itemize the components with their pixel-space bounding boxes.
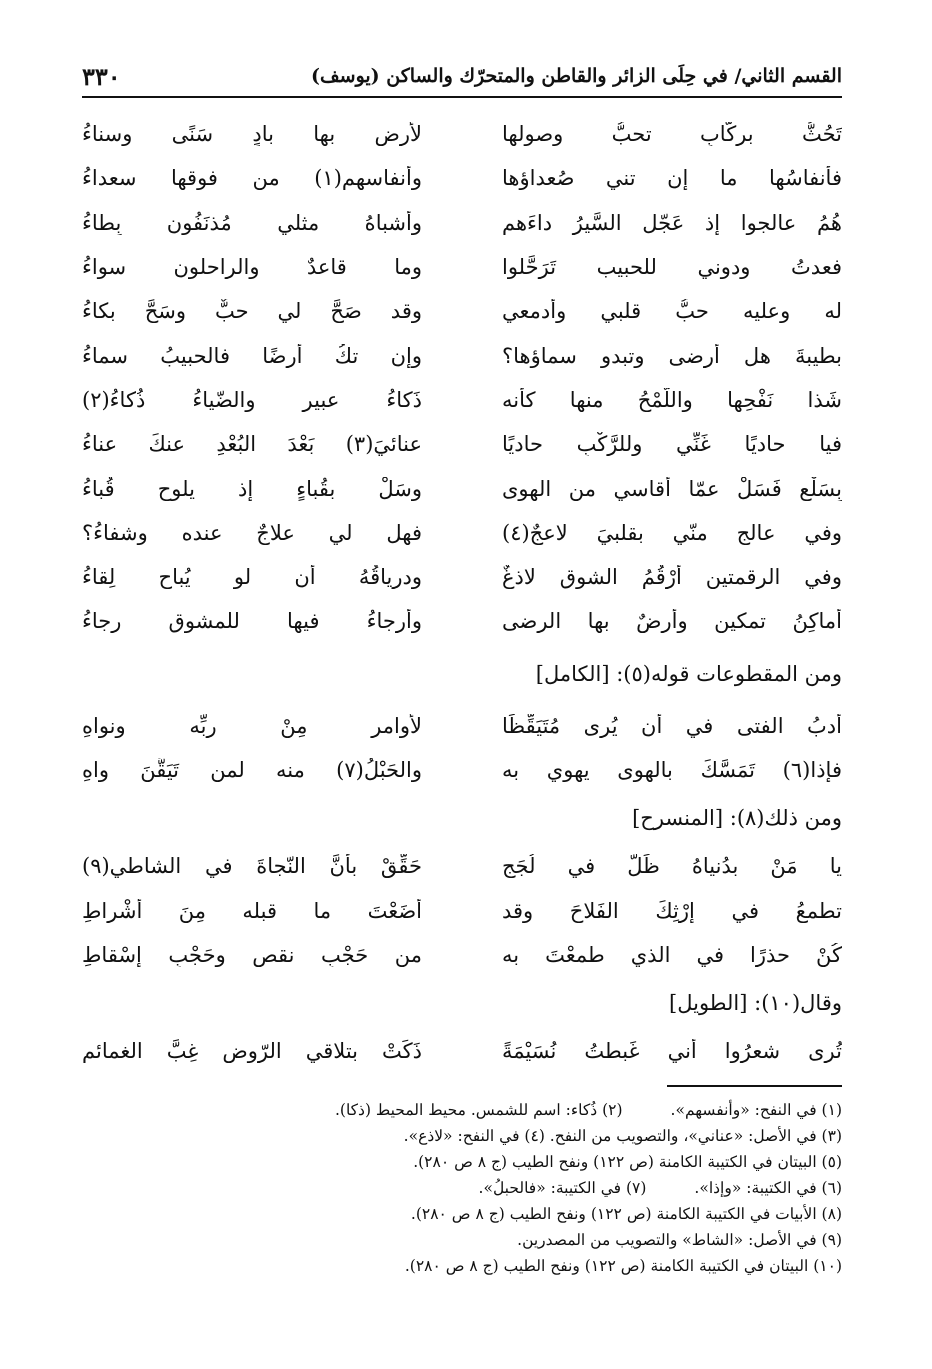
page-header bbox=[82, 56, 842, 98]
intro-tawil: وقال(١٠): [الطويل] bbox=[669, 991, 842, 1016]
text-body bbox=[82, 112, 842, 1073]
second-hemistich: ذَكاءُ عبيرٍ والضّياءُ ذُكاءُ(٢) bbox=[82, 387, 422, 412]
first-hemistich: يا مَنْ بدُنياهُ ظَلَّ في لُجَجِ bbox=[502, 854, 842, 879]
verse-line bbox=[82, 555, 842, 599]
second-hemistich: ذَكَتْ بتلاقي الرّوض غِبَّ الغمائمِ bbox=[82, 1039, 422, 1064]
intro-munsarih: ومن ذلك(٨): [المنسرح] bbox=[632, 806, 842, 831]
footnote-text: (١) في النفح: «وأنفسهم». bbox=[670, 1101, 842, 1119]
footnote-text: (٦) في الكتيبة: «وإذا». bbox=[694, 1179, 842, 1197]
footnote-line bbox=[82, 1097, 842, 1123]
first-hemistich: فيا حاديًا غَنِّي وللرَّكْبِ حاديًا bbox=[502, 432, 842, 457]
footnote-list bbox=[82, 1097, 842, 1279]
first-hemistich: أدبُ الفتى في أن يُرى مُتَيَقِّظًا bbox=[502, 713, 842, 738]
first-hemistich: تطمعُ في إِرْثِكَ الفَلاحَ وقد bbox=[502, 898, 842, 923]
footnote-line bbox=[82, 1149, 842, 1175]
footnote-text: (٢) ذُكاء: اسم للشمس. محيط المحيط (ذكا). bbox=[334, 1101, 623, 1119]
second-hemistich: وإن تكُ أرضًا فالحبيبُ سماءُ bbox=[82, 343, 422, 368]
footnote-line bbox=[82, 1201, 842, 1227]
intro-kamil: ومن المقطوعات قوله(٥): [الكامل] bbox=[535, 661, 842, 686]
first-hemistich: له وعليه حبُّ قلبي وأدمعي bbox=[502, 299, 842, 324]
verse-line bbox=[82, 112, 842, 156]
second-hemistich: لأرضٍ بها بادٍ سَنًى وسناءُ bbox=[82, 122, 422, 147]
verse-line bbox=[82, 933, 842, 977]
footnote-text: (٣) في الأصل: «عناني»، والتصويب من النفح. (٤) في النفح: «لاذع». bbox=[403, 1127, 842, 1145]
footnote-line bbox=[82, 1175, 842, 1201]
running-title: القسم الثاني/ في حِلَى الزائر والقاطن والمتحرّك والساكن (يوسف) bbox=[311, 65, 842, 87]
first-hemistich: كُنْ حذرًا في الذي طمعْتَ به bbox=[502, 942, 842, 967]
verse-line bbox=[82, 888, 842, 932]
first-hemistich: بطيبةَ هل أرضى وتبدو سماؤها؟ bbox=[502, 343, 842, 368]
first-hemistich: وفي الرقمتين أرْقُمُ الشوق لاذغٌ bbox=[502, 565, 842, 590]
second-hemistich: والحَبْلُ(٧) منه لمن تَيَقَّنَ واهِ bbox=[82, 758, 422, 782]
footnote-line bbox=[82, 1227, 842, 1253]
first-hemistich: فأنفاسُها ما إن تني صُعداؤها bbox=[502, 166, 842, 191]
first-hemistich: تُرى شعرُوا أني غَبطتُ نُسَيْمَةً bbox=[502, 1039, 842, 1064]
first-hemistich: هُمُ عالجوا إذ عَجّل السَّيرُ داءَهم bbox=[502, 210, 842, 235]
second-hemistich: ودرياقُهُ أن لو يُباح لِقاءُ bbox=[82, 565, 422, 590]
footnote-text: (٨) الأبيات في الكتيبة الكامنة (ص ١٢٢) ونفح الطيب (ج ٨ ص ٢٨٠). bbox=[410, 1205, 842, 1223]
footnote-text: (٥) البيتان في الكتيبة الكامنة (ص ١٢٢) ونفح الطيب (ج ٨ ص ٢٨٠). bbox=[413, 1153, 842, 1171]
second-hemistich: وأرجاءُ فيها للمشوقِ رجاءُ bbox=[82, 609, 422, 634]
footnotes bbox=[82, 1085, 842, 1279]
second-hemistich: وأنفاسهم(١) من فوقها سعداءُ bbox=[82, 166, 422, 191]
second-hemistich: فهل لي علاجٌ عنده وشفاءُ؟ bbox=[82, 520, 422, 545]
verse-line bbox=[82, 748, 842, 792]
footnote-line bbox=[82, 1123, 842, 1149]
first-hemistich: أماكِنُ تمكينٍ وأرضٌ بها الرضى bbox=[502, 609, 842, 634]
second-hemistich: وما قاعدٌ والراحلون سواءُ bbox=[82, 255, 422, 280]
first-hemistich: شَذا نَفْحِها واللَّمْحُ منها كأنه bbox=[502, 387, 842, 412]
verse-line bbox=[82, 156, 842, 200]
poem-3 bbox=[82, 844, 842, 977]
verse-line bbox=[82, 511, 842, 555]
footnote-line bbox=[82, 1253, 842, 1279]
footnote-text: (٧) في الكتيبة: «فالحبلُ». bbox=[478, 1179, 647, 1197]
verse-line bbox=[82, 704, 842, 748]
first-hemistich: فعدتُ ودوني للحبيب تَرَحَّلوا bbox=[502, 255, 842, 280]
verse-line bbox=[82, 422, 842, 466]
second-hemistich: حَقِّقْ بأنَّ النّجاةَ في الشاطي(٩) bbox=[82, 854, 422, 879]
verse-line bbox=[82, 245, 842, 289]
second-hemistich: من حَجْبِ نقصٍ وحَجْبِ إسْقاطِ bbox=[82, 942, 422, 967]
second-hemistich: لأوامرٍ مِنْ ربِّه ونواهِ bbox=[82, 713, 422, 738]
second-hemistich: عنائيَ(٣) بَعْدَ البُعْدِ عنكَ عناءُ bbox=[82, 432, 422, 457]
verse-line bbox=[82, 201, 842, 245]
verse-line bbox=[82, 599, 842, 643]
verse-line bbox=[82, 289, 842, 333]
verse-line bbox=[82, 333, 842, 377]
second-hemistich: أضَعْتَ ما قبله مِنَ أشْراطِ bbox=[82, 898, 422, 923]
page-number: ٣٣٠ bbox=[82, 61, 121, 91]
first-hemistich: تَحُثُّ بركّابٍ تحبُّ وصولها bbox=[502, 122, 842, 147]
footnote-rule bbox=[667, 1085, 842, 1087]
first-hemistich: وفي عالجٍ منّي بقلبيَ لاعجٌ(٤) bbox=[502, 520, 842, 545]
first-hemistich: فإذا(٦) تَمَسَّكَ بالهوى يهوي به bbox=[502, 758, 842, 782]
second-hemistich: وأشباهُ مثلي مُذنَفُون بِطاءُ bbox=[82, 210, 422, 235]
second-hemistich: وقد صَحَّ لي حبٌّ وسَحَّ بكاءُ bbox=[82, 299, 422, 324]
poem-4 bbox=[82, 1029, 842, 1073]
verse-line bbox=[82, 1029, 842, 1073]
verse-line bbox=[82, 378, 842, 422]
second-hemistich: وسَلْ بقُباءٍ إذ يلوح قُباءُ bbox=[82, 476, 422, 501]
footnote-text: (١٠) البيتان في الكتيبة الكامنة (ص ١٢٢) ونفح الطيب (ج ٨ ص ٢٨٠). bbox=[404, 1257, 842, 1275]
poem-2 bbox=[82, 704, 842, 793]
first-hemistich: بِسَلْعٍ فَسَلْ عمّا أُقاسي من الهوى bbox=[502, 476, 842, 501]
verse-line bbox=[82, 844, 842, 888]
verse-line bbox=[82, 466, 842, 510]
footnote-text: (٩) في الأصل: «الشاط» والتصويب من المصدرين. bbox=[517, 1231, 842, 1249]
poem-1 bbox=[82, 112, 842, 644]
